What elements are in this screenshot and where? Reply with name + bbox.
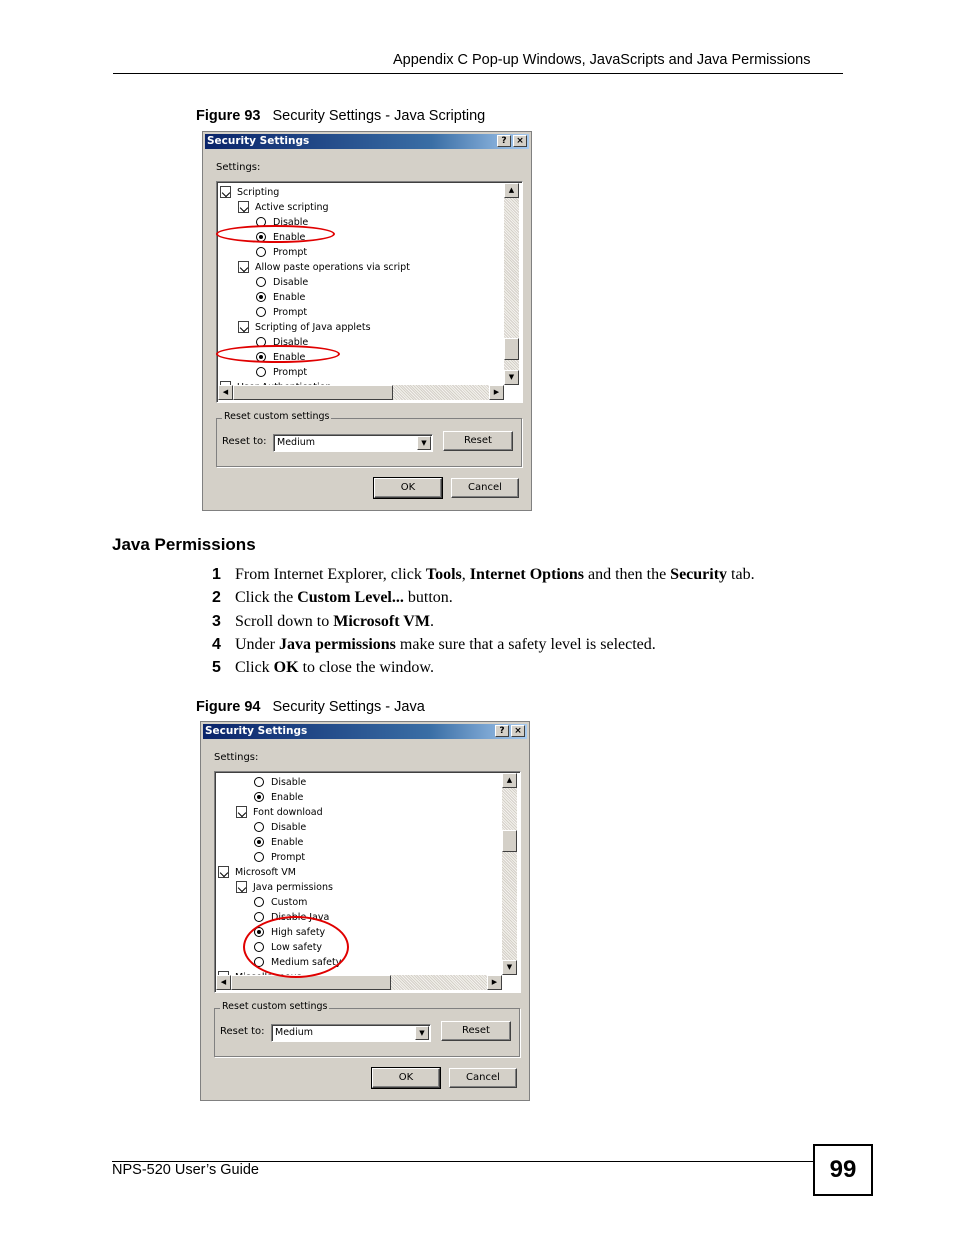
figure-93-title: Security Settings - Java Scripting (272, 108, 486, 124)
reset-level-select[interactable] (271, 1024, 431, 1042)
settings-tree[interactable] (216, 181, 523, 403)
step-number: 5 (212, 659, 221, 677)
option-label: Enable (271, 837, 304, 848)
step-number: 1 (212, 566, 221, 583)
step-emphasis: Java permissions (278, 635, 396, 653)
radio-option[interactable] (254, 955, 341, 970)
option-label: Disable (273, 337, 309, 348)
step-text: Click (235, 659, 274, 677)
scroll-down-button[interactable]: ▼ (502, 960, 517, 975)
radio-option[interactable] (254, 775, 306, 790)
option-label: Microsoft VM (235, 867, 296, 878)
option-label: Allow paste operations via script (255, 262, 410, 273)
reset-to-label: Reset to: (220, 1026, 265, 1037)
option-label: Active scripting (255, 202, 329, 213)
radio-unchecked-icon (256, 337, 266, 347)
radio-unchecked-icon (254, 852, 264, 862)
reset-to-label: Reset to: (222, 436, 267, 447)
option-label: Disable (271, 822, 307, 833)
scroll-right-button[interactable]: ▶ (489, 385, 504, 400)
radio-checked-icon (256, 352, 266, 362)
step-number: 2 (212, 589, 221, 607)
radio-option[interactable] (256, 305, 307, 320)
settings-page-icon (238, 261, 249, 273)
settings-page-icon (236, 806, 247, 818)
scroll-up-button[interactable]: ▲ (504, 183, 519, 198)
radio-unchecked-icon (254, 942, 264, 952)
option-label: Prompt (273, 367, 308, 378)
step-emphasis: Microsoft VM (333, 612, 430, 630)
radio-checked-icon (256, 232, 266, 242)
radio-option[interactable] (254, 820, 306, 835)
step-text: and then the (583, 566, 671, 583)
radio-option[interactable] (256, 245, 307, 260)
option-label: Disable (273, 277, 309, 288)
security-settings-dialog-2 (200, 721, 530, 1101)
scroll-down-button[interactable]: ▼ (504, 370, 519, 385)
figure-94-title: Security Settings - Java (272, 699, 425, 715)
step-text: to close the window. (298, 659, 434, 677)
figure-93-caption (196, 108, 485, 124)
radio-unchecked-icon (256, 217, 266, 227)
radio-option[interactable] (256, 335, 308, 350)
radio-checked-icon (254, 792, 264, 802)
option-label: Font download (253, 807, 323, 818)
page-number: 99 (813, 1144, 873, 1196)
reset-group-label: Reset custom settings (224, 411, 330, 422)
setting-category[interactable] (238, 320, 371, 335)
figure-94-label: Figure 94 (196, 699, 261, 715)
radio-unchecked-icon (256, 277, 266, 287)
settings-page-icon (236, 881, 247, 893)
radio-unchecked-icon (254, 957, 264, 967)
dropdown-arrow-icon[interactable]: ▼ (415, 1026, 429, 1040)
cancel-button[interactable]: Cancel (451, 478, 519, 498)
settings-tree[interactable] (214, 771, 521, 993)
setting-category[interactable] (238, 260, 410, 275)
scroll-left-button[interactable]: ◀ (216, 975, 231, 990)
step-text: button. (403, 589, 453, 607)
cancel-button[interactable]: Cancel (449, 1068, 517, 1088)
dialog-titlebar: Security Settings (203, 724, 527, 739)
radio-unchecked-icon (254, 777, 264, 787)
option-label: Scripting (237, 187, 280, 198)
radio-option[interactable] (254, 910, 329, 925)
close-button[interactable]: × (513, 135, 527, 147)
option-label: Low safety (271, 942, 323, 953)
step-item (212, 613, 434, 631)
reset-level-value: Medium (277, 437, 315, 448)
option-label: Scripting of Java applets (255, 322, 371, 333)
radio-option[interactable] (256, 275, 308, 290)
radio-option[interactable] (256, 350, 305, 365)
option-label: Medium safety (271, 957, 342, 968)
option-label: Java permissions (253, 882, 333, 893)
reset-button[interactable]: Reset (443, 431, 513, 451)
scroll-up-button[interactable]: ▲ (502, 773, 517, 788)
option-label: Prompt (271, 852, 306, 863)
radio-checked-icon (254, 927, 264, 937)
option-label: Disable Java (271, 912, 330, 923)
help-button[interactable]: ? (495, 725, 509, 737)
radio-unchecked-icon (254, 912, 264, 922)
step-emphasis: OK (273, 659, 299, 677)
option-label: Disable (273, 217, 309, 228)
option-label: Prompt (273, 247, 308, 258)
step-text: tab. (727, 566, 755, 583)
hscroll-thumb[interactable] (231, 975, 391, 990)
settings-page-icon (220, 186, 231, 198)
option-label: Enable (271, 792, 304, 803)
figure-93-label: Figure 93 (196, 108, 261, 124)
step-emphasis: Security (670, 566, 728, 583)
scroll-thumb[interactable] (504, 338, 519, 360)
header-rule (113, 73, 843, 74)
step-item (212, 659, 434, 677)
running-header: Appendix C Pop-up Windows, JavaScripts and Java Permissions (393, 52, 811, 68)
reset-level-value: Medium (275, 1027, 313, 1038)
option-label: Disable (271, 777, 307, 788)
option-label: Custom (271, 897, 308, 908)
step-item (212, 589, 453, 607)
radio-option[interactable] (254, 835, 303, 850)
step-item (212, 636, 656, 654)
reset-group-label: Reset custom settings (222, 1001, 328, 1012)
dialog-titlebar: Security Settings (205, 134, 529, 149)
step-emphasis: Tools (425, 566, 462, 583)
step-item (212, 566, 755, 584)
step-text: Scroll down to (235, 612, 334, 630)
ok-button[interactable]: OK (374, 478, 442, 498)
radio-unchecked-icon (254, 897, 264, 907)
step-emphasis: Internet Options (469, 566, 584, 583)
option-label: Enable (273, 232, 306, 243)
close-button[interactable]: × (511, 725, 525, 737)
radio-option[interactable] (256, 215, 308, 230)
settings-label: Settings: (216, 162, 261, 173)
setting-category[interactable] (236, 880, 333, 895)
ok-button[interactable]: OK (372, 1068, 440, 1088)
dropdown-arrow-icon[interactable]: ▼ (417, 436, 431, 450)
radio-option[interactable] (254, 895, 307, 910)
scroll-left-button[interactable]: ◀ (218, 385, 233, 400)
settings-page-icon (238, 321, 249, 333)
setting-category[interactable] (238, 200, 329, 215)
radio-unchecked-icon (256, 367, 266, 377)
setting-category[interactable] (236, 805, 323, 820)
step-text: From Internet Explorer, click (235, 566, 426, 583)
radio-option[interactable] (254, 790, 303, 805)
radio-option[interactable] (256, 230, 305, 245)
settings-page-icon (238, 201, 249, 213)
reset-button[interactable]: Reset (441, 1021, 511, 1041)
radio-option[interactable] (254, 925, 325, 940)
radio-option[interactable] (256, 290, 305, 305)
radio-unchecked-icon (256, 247, 266, 257)
step-number: 4 (212, 635, 221, 653)
step-text: Click the (235, 589, 298, 607)
step-text: Under (235, 635, 279, 653)
radio-option[interactable] (254, 940, 322, 955)
radio-unchecked-icon (256, 307, 266, 317)
option-label: Enable (273, 352, 306, 363)
setting-category[interactable] (218, 865, 296, 880)
footer-guide-title: NPS-520 User’s Guide (112, 1162, 259, 1178)
option-label: Prompt (273, 307, 308, 318)
settings-label: Settings: (214, 752, 259, 763)
radio-unchecked-icon (254, 822, 264, 832)
section-title: Java Permissions (112, 535, 256, 554)
security-settings-dialog-1 (202, 131, 532, 511)
figure-94-caption (196, 699, 425, 715)
settings-page-icon (218, 866, 229, 878)
step-text: make sure that a safety level is selected. (395, 635, 656, 653)
step-number: 3 (212, 612, 221, 630)
radio-checked-icon (256, 292, 266, 302)
hscroll-thumb[interactable] (233, 385, 393, 400)
vertical-scrollbar[interactable] (502, 773, 517, 975)
option-label: High safety (271, 927, 326, 938)
step-emphasis: Custom Level... (297, 589, 404, 607)
step-text: , (461, 566, 470, 583)
radio-option[interactable] (256, 365, 307, 380)
setting-category[interactable] (220, 185, 279, 200)
scroll-right-button[interactable]: ▶ (487, 975, 502, 990)
step-text: . (429, 612, 434, 630)
reset-level-select[interactable] (273, 434, 433, 452)
option-label: Enable (273, 292, 306, 303)
radio-option[interactable] (254, 850, 305, 865)
help-button[interactable]: ? (497, 135, 511, 147)
radio-checked-icon (254, 837, 264, 847)
scroll-thumb[interactable] (502, 830, 517, 852)
